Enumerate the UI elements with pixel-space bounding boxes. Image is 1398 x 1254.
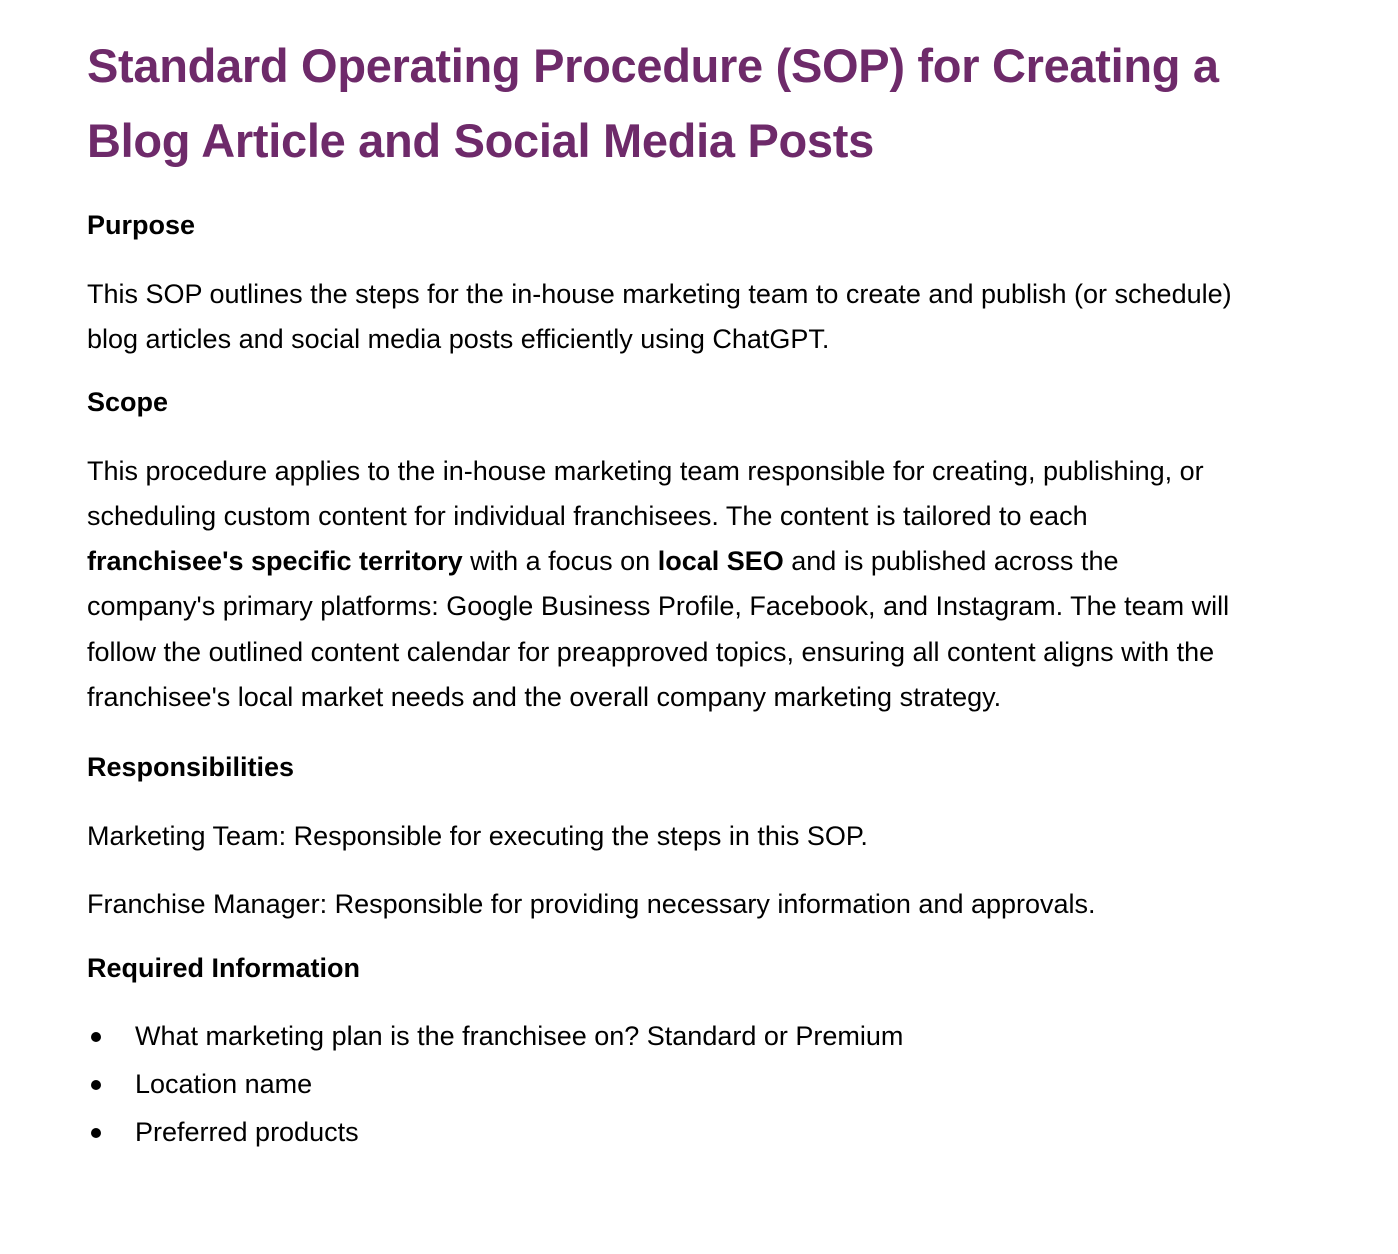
- bullet-icon: [91, 1128, 101, 1138]
- scope-heading: Scope: [87, 386, 169, 417]
- bullet-icon: [91, 1080, 101, 1090]
- responsibilities-heading: Responsibilities: [87, 752, 295, 783]
- purpose-text: This SOP outlines the steps for the in-house marketing team to create and publish (or schedule) blog articles and social media posts efficiently using ChatGPT.: [87, 279, 1232, 355]
- purpose-heading: Purpose: [87, 210, 196, 240]
- scope-bold-territory: franchisee's specific territory: [87, 546, 463, 577]
- scope-text-part-1: This procedure applies to the in-house marketing team responsible for creating, publishing, or scheduling custom content for individual franchisees. The content is tailored to each: [87, 455, 1204, 531]
- scope-section: [87, 382, 1338, 721]
- title-block: [87, 28, 1338, 178]
- list-item-text: Location name: [135, 1068, 313, 1099]
- responsibility-franchise-manager: Franchise Manager: Responsible for providing necessary information and approvals.: [87, 888, 1096, 919]
- list-item-text: What marketing plan is the franchisee on? Standard or Premium: [135, 1020, 904, 1051]
- responsibility-marketing-team: Marketing Team: Responsible for executing the steps in this SOP.: [87, 821, 868, 852]
- scope-text: [87, 449, 1237, 721]
- purpose-section: [87, 205, 1338, 363]
- scope-text-part-2: with a focus on: [462, 546, 658, 577]
- responsibilities-section: [87, 747, 1338, 927]
- scope-text-part-3: and is published across the company's primary platforms: Google Business Profile, Facebook, and Instagram. The team will follow the outlined content calendar for preapproved topics, ensuring all content aligns with the franchisee's local market needs and the overall company marketing strategy.: [87, 546, 1230, 713]
- list-item: [87, 1060, 1237, 1108]
- scope-bold-local-seo: local SEO: [657, 546, 784, 577]
- list-item: [87, 1108, 1237, 1156]
- required-information-list: [87, 1012, 1237, 1156]
- list-item-text: Preferred products: [135, 1116, 359, 1147]
- required-information-heading: Required Information: [87, 952, 361, 983]
- page-title: Standard Operating Procedure (SOP) for Creating a Blog Article and Social Media Posts: [87, 39, 1219, 167]
- required-information-section: [87, 948, 1338, 1156]
- bullet-icon: [91, 1032, 101, 1042]
- list-item: [87, 1012, 1237, 1060]
